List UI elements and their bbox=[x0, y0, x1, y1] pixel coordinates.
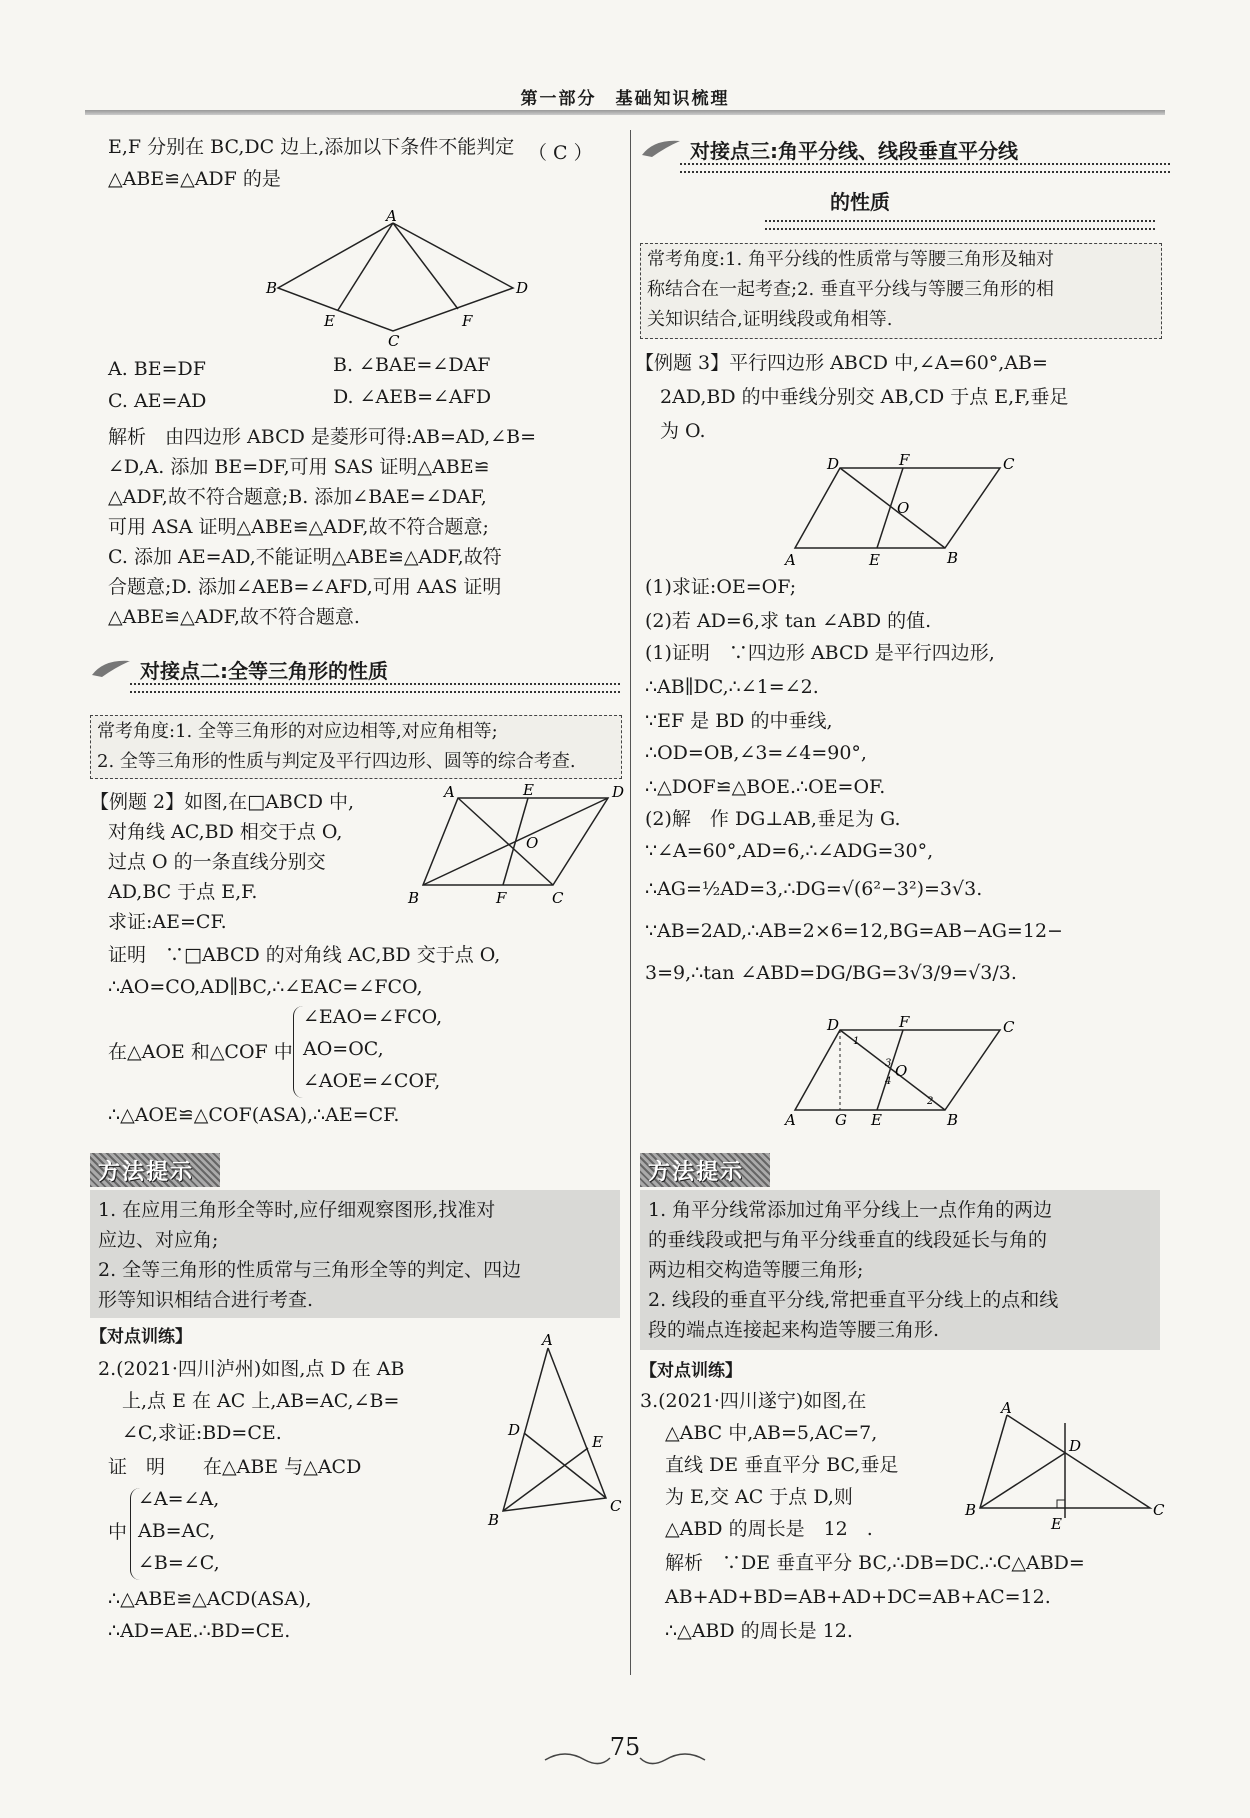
column-divider bbox=[630, 130, 631, 1675]
footer-ornament bbox=[540, 1748, 710, 1772]
example-2-line: 对角线 AC,BD 相交于点 O, bbox=[108, 821, 343, 843]
fig5-label-C: C bbox=[1003, 1018, 1015, 1036]
example-2-line: 【例题 2】如图,在□ABCD 中, bbox=[90, 791, 355, 813]
section-title: 对接点三:角平分线、线段垂直平分线 bbox=[690, 139, 1018, 163]
fig1-label-E: E bbox=[324, 312, 335, 330]
brush-icon bbox=[90, 657, 132, 679]
q1-line: △ABE≌△ADF 的是 bbox=[108, 168, 281, 190]
fig2-label-B: B bbox=[408, 889, 420, 907]
fig5-label-D: D bbox=[827, 1016, 840, 1034]
fig4-label-C: C bbox=[1003, 455, 1015, 473]
q2-system-line: AB=AC, bbox=[138, 1520, 216, 1542]
fig5-label-1: 1 bbox=[853, 1036, 860, 1047]
tip-line: 1. 在应用三角形全等时,应仔细观察图形,找准对 bbox=[98, 1199, 496, 1221]
fig3-label-B: B bbox=[488, 1511, 500, 1529]
q2-line: 上,点 E 在 AC 上,AB=AC,∠B= bbox=[122, 1390, 400, 1412]
system-line: ∠AOE=∠COF, bbox=[303, 1070, 441, 1092]
fig2-label-F: F bbox=[496, 889, 507, 907]
section-heading-3 bbox=[640, 133, 1170, 173]
fig1-label-C: C bbox=[388, 332, 400, 350]
ex3-solution: ∵EF 是 BD 的中垂线, bbox=[645, 710, 833, 732]
q3-analysis: AB+AD+BD=AB+AD+DC=AB+AC=12. bbox=[665, 1586, 1051, 1608]
rhombus-figure bbox=[266, 207, 529, 350]
fig2-label-O: O bbox=[526, 834, 539, 852]
fig3-label-D: D bbox=[508, 1421, 521, 1439]
tip-line: 的垂线段或把与角平分线垂直的线段延长与角的 bbox=[648, 1229, 1048, 1251]
fig6-label-D: D bbox=[1069, 1437, 1082, 1455]
analysis-line: △ABE≌△ADF,故不符合题意. bbox=[108, 606, 360, 628]
ex3-solution: ∴AG=½AD=3,∴DG=√(6²−3²)=3√3. bbox=[645, 878, 983, 900]
box-line: 称结合在一起考查;2. 垂直平分线与等腰三角形的相 bbox=[647, 279, 1054, 300]
ex3-solution: 3=9,∴tan ∠ABD=DG/BG=3√3/9=√3/3. bbox=[645, 962, 1017, 984]
q2-system-line: ∠B=∠C, bbox=[138, 1552, 220, 1574]
fig2-label-D: D bbox=[612, 783, 625, 801]
fig5-label-F: F bbox=[899, 1013, 910, 1031]
q2-conclusion: ∴△ABE≌△ACD(ASA), bbox=[108, 1588, 312, 1610]
tip-line: 2. 线段的垂直平分线,常把垂直平分线上的点和线 bbox=[648, 1289, 1059, 1311]
analysis-line: △ADF,故不符合题意;B. 添加∠BAE=∠DAF, bbox=[108, 486, 487, 508]
fig5-label-4: 4 bbox=[885, 1076, 892, 1087]
fig2-label-E: E bbox=[523, 781, 534, 799]
fig4-label-E: E bbox=[869, 551, 880, 569]
fig6-label-B: B bbox=[965, 1501, 977, 1519]
page-number: 75 bbox=[609, 1733, 641, 1761]
q3-analysis: 解析 ∵DE 垂直平分 BC,∴DB=DC.∴C△ABD= bbox=[665, 1552, 1085, 1574]
parallelogram-figure bbox=[408, 783, 623, 908]
q3-line: △ABC 中,AB=5,AC=7, bbox=[665, 1422, 878, 1444]
ex3-solution: ∵∠A=60°,AD=6,∴∠ADG=30°, bbox=[645, 840, 934, 862]
fig2-label-C: C bbox=[552, 889, 564, 907]
box-line: 常考角度:1. 全等三角形的对应边相等,对应角相等; bbox=[97, 721, 498, 742]
wavy-rule bbox=[765, 220, 1155, 230]
example-2-line: 过点 O 的一条直线分别交 bbox=[108, 851, 326, 873]
ex3-solution: ∴AB∥DC,∴∠1=∠2. bbox=[645, 676, 819, 698]
fig5-label-O: O bbox=[895, 1062, 908, 1080]
analysis-line: 可用 ASA 证明△ABE≌△ADF,故不符合题意; bbox=[108, 516, 489, 538]
parallelogram-figure-2 bbox=[785, 453, 1015, 568]
q1-answer: （ C ） bbox=[528, 142, 593, 164]
fig6-label-A: A bbox=[1001, 1399, 1012, 1417]
q3-line: △ABD 的周长是 12 . bbox=[665, 1518, 873, 1540]
triangle-figure bbox=[478, 1333, 628, 1528]
tip-line: 形等知识相结合进行考查. bbox=[98, 1289, 314, 1311]
fig4-label-F: F bbox=[899, 451, 910, 469]
q3-line: 3.(2021·四川遂宁)如图,在 bbox=[640, 1390, 867, 1412]
header-title: 第一部分 基础知识梳理 bbox=[520, 89, 730, 109]
section-title-cont: 的性质 bbox=[830, 190, 890, 214]
fig5-label-G: G bbox=[835, 1111, 847, 1129]
conclusion-line: ∴△AOE≌△COF(ASA),∴AE=CF. bbox=[108, 1104, 400, 1126]
fig4-label-O: O bbox=[897, 499, 910, 517]
box-line: 2. 全等三角形的性质与判定及平行四边形、圆等的综合考查. bbox=[97, 751, 576, 772]
method-tip-label: 方法提示 bbox=[90, 1153, 220, 1187]
training-label: 【对点训练】 bbox=[90, 1327, 192, 1347]
fig3-label-C: C bbox=[610, 1497, 622, 1515]
example-3-line: 2AD,BD 的中垂线分别交 AB,CD 于点 E,F,垂足 bbox=[660, 386, 1069, 408]
running-header bbox=[85, 82, 1165, 118]
brush-icon bbox=[640, 137, 682, 159]
fig5-label-B: B bbox=[947, 1111, 959, 1129]
option-c: C. AE=AD bbox=[108, 390, 207, 412]
wavy-rule bbox=[680, 163, 1170, 173]
proof-line: 证明 ∵□ABCD 的对角线 AC,BD 交于点 O, bbox=[108, 944, 501, 966]
example-3-line: 为 O. bbox=[660, 420, 706, 442]
fig3-label-E: E bbox=[592, 1433, 603, 1451]
option-d: D. ∠AEB=∠AFD bbox=[333, 386, 492, 408]
analysis-line: C. 添加 AE=AD,不能证明△ABE≌△ADF,故符 bbox=[108, 546, 502, 568]
fig5-label-3: 3 bbox=[885, 1058, 892, 1069]
system-prefix: 在△AOE 和△COF 中 bbox=[108, 1041, 293, 1063]
q2-conclusion: ∴AD=AE.∴BD=CE. bbox=[108, 1620, 291, 1642]
fig1-label-D: D bbox=[516, 279, 529, 297]
wavy-rule bbox=[130, 683, 620, 693]
example-2-line: AD,BC 于点 E,F. bbox=[108, 881, 258, 903]
q2-proof-head: 证 明 在△ABE 与△ACD bbox=[108, 1456, 362, 1478]
header-rule bbox=[85, 110, 1165, 115]
proof-line: ∴AO=CO,AD∥BC,∴∠EAC=∠FCO, bbox=[108, 976, 423, 998]
q3-line: 直线 DE 垂直平分 BC,垂足 bbox=[665, 1454, 899, 1476]
fig2-label-A: A bbox=[444, 783, 455, 801]
analysis-line: ∠D,A. 添加 BE=DF,可用 SAS 证明△ABE≌ bbox=[108, 456, 490, 478]
fig1-label-B: B bbox=[266, 279, 278, 297]
ex3-solution: (2)解 作 DG⊥AB,垂足为 G. bbox=[645, 808, 901, 830]
tip-line: 应边、对应角; bbox=[98, 1229, 219, 1251]
ex3-solution: ∵AB=2AD,∴AB=2×6=12,BG=AB−AG=12− bbox=[645, 920, 1063, 942]
fig5-label-E: E bbox=[871, 1111, 882, 1129]
section-title: 对接点二:全等三角形的性质 bbox=[140, 659, 388, 683]
q1-line: E,F 分别在 BC,DC 边上,添加以下条件不能判定 bbox=[108, 136, 515, 158]
method-tip-box bbox=[640, 1190, 1160, 1350]
q2-system-prefix: 中 bbox=[108, 1521, 128, 1543]
analysis-line: 解析 由四边形 ABCD 是菱形可得:AB=AD,∠B= bbox=[108, 426, 537, 448]
fig4-label-B: B bbox=[947, 549, 959, 567]
system-line: AO=OC, bbox=[303, 1038, 384, 1060]
triangle-figure-2 bbox=[965, 1399, 1165, 1538]
tip-line: 段的端点连接起来构造等腰三角形. bbox=[648, 1319, 940, 1341]
ex3-solution: ∴OD=OB,∠3=∠4=90°, bbox=[645, 742, 867, 764]
option-b: B. ∠BAE=∠DAF bbox=[333, 354, 491, 376]
fig1-label-F: F bbox=[462, 312, 473, 330]
fig3-label-A: A bbox=[542, 1331, 553, 1349]
q3-analysis: ∴△ABD 的周长是 12. bbox=[665, 1620, 853, 1642]
exam-angle-box bbox=[90, 715, 622, 779]
method-tip-box bbox=[90, 1190, 620, 1318]
fig5-label-A: A bbox=[785, 1111, 796, 1129]
ex3-solution: (1)证明 ∵四边形 ABCD 是平行四边形, bbox=[645, 642, 995, 664]
example-3-line: 【例题 3】平行四边形 ABCD 中,∠A=60°,AB= bbox=[635, 352, 1048, 374]
ex3-solution: ∴△DOF≌△BOE.∴OE=OF. bbox=[645, 776, 886, 798]
method-tip-label: 方法提示 bbox=[640, 1153, 770, 1187]
q3-line: 为 E,交 AC 于点 D,则 bbox=[665, 1486, 853, 1508]
fig1-label-A: A bbox=[386, 207, 397, 225]
box-line: 常考角度:1. 角平分线的性质常与等腰三角形及轴对 bbox=[647, 249, 1054, 270]
example-2-line: 求证:AE=CF. bbox=[108, 911, 227, 933]
system-line: ∠EAO=∠FCO, bbox=[303, 1006, 443, 1028]
option-a: A. BE=DF bbox=[108, 358, 206, 380]
fig4-label-A: A bbox=[785, 551, 796, 569]
fig6-label-E: E bbox=[1051, 1515, 1062, 1533]
fig6-label-C: C bbox=[1153, 1501, 1165, 1519]
analysis-line: 合题意;D. 添加∠AEB=∠AFD,可用 AAS 证明 bbox=[108, 576, 502, 598]
exam-angle-box bbox=[640, 243, 1162, 339]
section-heading-2 bbox=[90, 653, 620, 693]
box-line: 关知识结合,证明线段或角相等. bbox=[647, 309, 893, 330]
fig4-label-D: D bbox=[827, 455, 840, 473]
tip-line: 2. 全等三角形的性质常与三角形全等的判定、四边 bbox=[98, 1259, 522, 1281]
fig5-label-2: 2 bbox=[927, 1096, 934, 1107]
q2-line: ∠C,求证:BD=CE. bbox=[122, 1422, 282, 1444]
training-label: 【对点训练】 bbox=[640, 1361, 742, 1381]
parallelogram-figure-3 bbox=[785, 1013, 1025, 1129]
ex3-question: (2)若 AD=6,求 tan ∠ABD 的值. bbox=[645, 610, 932, 632]
tip-line: 1. 角平分线常添加过角平分线上一点作角的两边 bbox=[648, 1199, 1053, 1221]
ex3-question: (1)求证:OE=OF; bbox=[645, 576, 797, 598]
q2-system-line: ∠A=∠A, bbox=[138, 1488, 220, 1510]
q2-line: 2.(2021·四川泸州)如图,点 D 在 AB bbox=[98, 1358, 405, 1380]
tip-line: 两边相交构造等腰三角形; bbox=[648, 1259, 864, 1281]
